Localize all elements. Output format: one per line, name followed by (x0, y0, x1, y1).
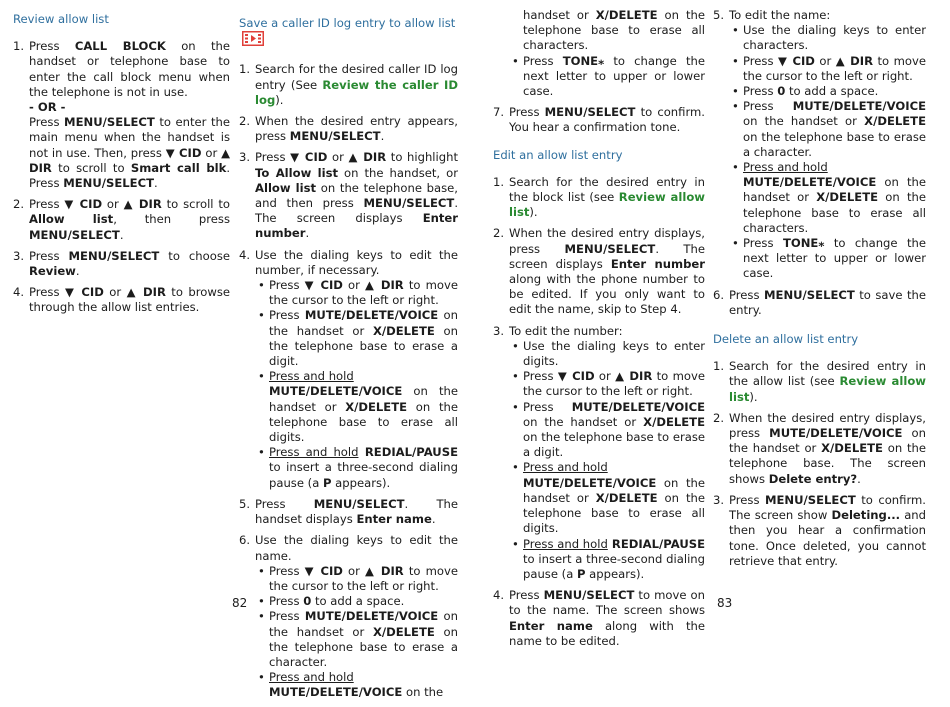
bullet-item: • Press MUTE/DELETE/VOICE on the handset or X/DELETE on the telephone base to erase a digit. (258, 308, 458, 369)
or-separator: - OR - (29, 100, 66, 115)
list-item: 4. Use the dialing keys to edit the number, if necessary. • Press ▼ CID or ▲ DIR to move the cursor to the left or right. • Press MUTE/DELETE/VOICE on the handset or X/DELETE on the telephone base to erase a digit. • Press and hold MUTE/DELETE/VOICE on the handset or X/DELETE on the telephone base to erase all digits. • Press and hold REDIAL/PAUSE to insert a three-second dialing pause (a P appears). (239, 247, 458, 490)
list-item: 2. When the desired entry appears, press MENU/SELECT. (239, 114, 458, 144)
edit-allow-list-steps (493, 175, 705, 649)
bullet-list (729, 23, 926, 281)
bullet-list (255, 564, 458, 701)
list-item: 6. Use the dialing keys to edit the name. • Press ▼ CID or ▲ DIR to move the cursor to the left or right. • Press 0 to add a space. • Press MUTE/DELETE/VOICE on the handset or X/DELETE on the telephone base to erase a character. • Press and hold MUTE/DELETE/VOICE on the (239, 533, 458, 700)
section-heading-delete-allow-list: Delete an allow list entry (713, 332, 859, 347)
bullet-item: • Press MUTE/DELETE/VOICE on the handset or X/DELETE on the telephone base to erase a digit. (512, 399, 705, 460)
list-item: 3. To edit the number: • Use the dialing keys to enter digits. • Press ▼ CID or ▲ DIR to move the cursor to the left or right. • Press MUTE/DELETE/VOICE on the handset or X/DELETE on the telephone base to erase a digit. • Press and hold MUTE/DELETE/VOICE on the handset or X/DELETE on the telephone base to erase all digits. • Press and hold REDIAL/PAUSE to insert a three-second dialing pause (a P appears). (493, 323, 706, 581)
bullet-item: • Press ▼ CID or ▲ DIR to move the cursor to the left or right. (258, 278, 458, 308)
list-item: 1. Press CALL BLOCK on the handset or telephone base to enter the call block menu when the telephone is not in use. - OR - Press MENU/SELECT to enter the main menu when the handset is not in use. Then, press ▼ CID or ▲ DIR to scroll to Smart call blk. Press MENU/SELECT. (13, 39, 231, 191)
list-item: 1. Search for the desired entry in the block list (see Review allow list). (493, 174, 705, 220)
bullet-item: • Press TONE⁎ to change the next letter to upper or lower case. (732, 236, 926, 281)
bullet-item: • Press and hold MUTE/DELETE/VOICE on the (258, 670, 444, 700)
list-item: 4. Press MENU/SELECT to move on to the name. The screen shows Enter name along with the name to be edited. (493, 588, 705, 648)
column-3 (493, 8, 705, 655)
list-item: 2. When the desired entry displays, press MENU/SELECT. The screen displays Enter number along with the phone number to be edited. If you only want to edit the name, skip to Step 4. (493, 226, 705, 317)
section-heading-edit-allow-list: Edit an allow list entry (493, 147, 623, 162)
list-item: 3. Press MENU/SELECT to choose Review. (13, 248, 230, 279)
list-item: 3. Press ▼ CID or ▲ DIR to highlight To Allow list on the handset, or Allow list on the telephone base, and then press MENU/SELECT. The screen displays Enter number. (239, 150, 458, 241)
bullet-item: • Press and hold MUTE/DELETE/VOICE on the handset or X/DELETE on the telephone base to erase all digits. (258, 369, 458, 445)
continued-bullet: handset or X/DELETE on the telephone base to erase all characters. (523, 8, 705, 53)
bullet-item: • Press TONE⁎ to change the next letter to upper or lower case. (512, 53, 705, 99)
bullet-item: • Press MUTE/DELETE/VOICE on the handset or X/DELETE on the telephone base to erase a character. (258, 609, 458, 669)
bullet-list (255, 278, 458, 491)
list-item: 3. Press MENU/SELECT to confirm. The screen show Deleting... and then you hear a confirmation tone. Once deleted, you cannot retrieve that entry. (713, 492, 927, 568)
review-allow-list-link[interactable]: Review allow list (509, 190, 705, 220)
section-heading-review-allow-list: Review allow list (13, 12, 109, 26)
bullet-item: • Press 0 to add a space. (732, 84, 879, 99)
bullet-item: • Press ▼ CID or ▲ DIR to move the cursor to the left or right. (258, 563, 458, 593)
list-item: 6. Press MENU/SELECT to save the entry. (713, 287, 926, 317)
bullet-item: • Press and hold REDIAL/PAUSE to insert a three-second dialing pause (a P appears). (258, 445, 458, 490)
bullet-item: • Press 0 to add a space. (258, 594, 405, 609)
list-item: 5. Press MENU/SELECT. The handset displays Enter name. (239, 496, 459, 527)
list-item: 2. Press ▼ CID or ▲ DIR to scroll to Allow list, then press MENU/SELECT. (13, 197, 231, 242)
column-1 (13, 8, 230, 322)
page-number-right: 83 (717, 596, 733, 610)
bullet-list (509, 54, 705, 100)
list-item: 1. Search for the desired entry in the allow list (see Review allow list). (713, 359, 926, 404)
bullet-item: • Press ▼ CID or ▲ DIR to move the cursor to the left or right. (512, 369, 705, 399)
save-caller-id-steps (239, 62, 458, 700)
list-item: 2. When the desired entry displays, press MUTE/DELETE/VOICE on the handset or X/DELETE on the telephone base. The screen shows Delete entry?. (713, 410, 926, 486)
bullet-item: • Use the dialing keys to enter digits. (512, 338, 705, 369)
bullet-item: • Press and hold MUTE/DELETE/VOICE on the handset or X/DELETE on the telephone base to erase all characters. (732, 160, 926, 235)
bullet-item: • Press MUTE/DELETE/VOICE on the handset or X/DELETE on the telephone base to erase a character. (732, 99, 926, 159)
column-2 (239, 8, 458, 707)
list-item: 5. To edit the name: • Use the dialing keys to enter characters. • Press ▼ CID or ▲ DIR to move the cursor to the left or right. • Press 0 to add a space. • Press MUTE/DELETE/VOICE on the handset or X/DELETE on the telephone base to erase a character. • Press and hold MUTE/DELETE/VOICE on the handset or X/DELETE on the telephone base to erase all characters. • Press TONE⁎ to change the next letter to upper or lower case. (713, 8, 926, 281)
review-allow-list-steps (13, 39, 230, 315)
review-allow-list-link[interactable]: Review allow list (729, 374, 926, 404)
list-item: 4. Press ▼ CID or ▲ DIR to browse through the allow list entries. (13, 285, 230, 315)
bullet-list (509, 339, 705, 582)
bullet-item: • Press and hold MUTE/DELETE/VOICE on the handset or X/DELETE on the telephone base to erase all digits. (512, 460, 705, 536)
page-number-left: 82 (232, 596, 248, 610)
telephone-base-icon (242, 31, 264, 50)
delete-allow-list-steps (713, 359, 926, 569)
column-4 (713, 8, 926, 575)
list-item: 7. Press MENU/SELECT to confirm. You hear a confirmation tone. (493, 105, 705, 135)
bullet-item: • Use the dialing keys to enter characters. (732, 23, 926, 53)
section-heading-save-caller-id: Save a caller ID log entry to allow list (239, 16, 458, 50)
list-item: 1. Search for the desired caller ID log entry (See Review the caller ID log). (239, 62, 458, 107)
bullet-item: • Press ▼ CID or ▲ DIR to move the cursor to the left or right. (732, 53, 926, 83)
bullet-item: • Press and hold REDIAL/PAUSE to insert a three-second dialing pause (a P appears). (512, 536, 706, 581)
review-caller-id-log-link[interactable]: Review the caller ID log (255, 77, 458, 107)
